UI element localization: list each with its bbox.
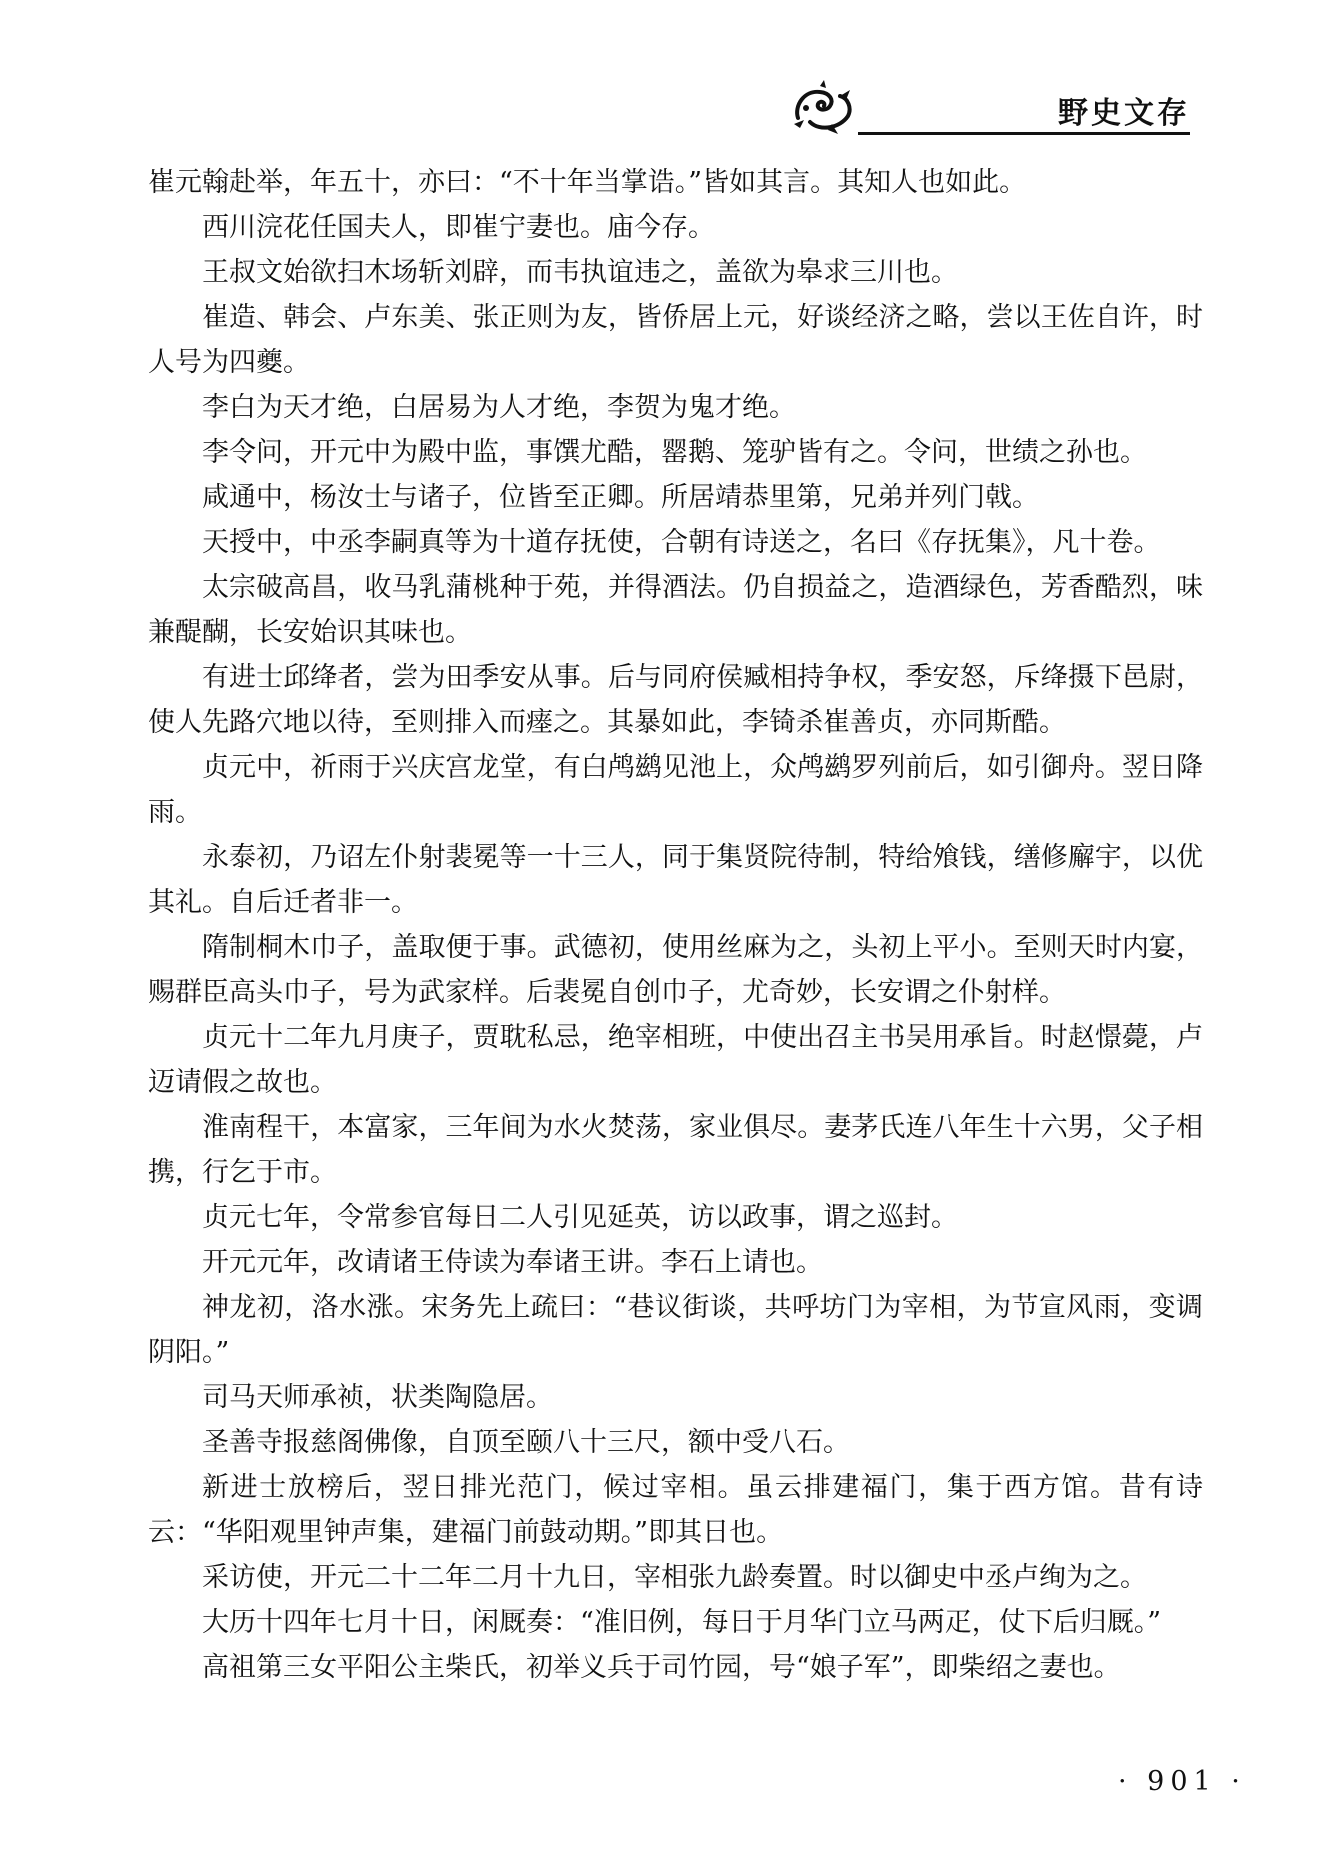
- header-rule: [858, 132, 1190, 135]
- paragraph: 崔造、韩会、卢东美、张正则为友，皆侨居上元，好谈经济之略，尝以王佐自许，时人号为四夔。: [148, 302, 1203, 378]
- paragraph: 神龙初，洛水涨。宋务先上疏曰：“巷议街谈，共呼坊门为宰相，为节宣风雨，变调阴阳。”: [148, 1292, 1203, 1368]
- paragraph: 太宗破高昌，收马乳蒲桃种于苑，并得酒法。仍自损益之，造酒绿色，芳香酷烈，味兼醍醐，长安始识其味也。: [148, 572, 1203, 648]
- paragraph: 开元元年，改请诸王侍读为奉诸王讲。李石上请也。: [202, 1247, 823, 1278]
- header-title: 野史文存: [1058, 96, 1190, 131]
- dragon-emblem-icon: [790, 78, 860, 138]
- page-number: · 901 ·: [1118, 1766, 1246, 1797]
- page-header: [790, 78, 1190, 140]
- paragraph: 贞元中，祈雨于兴庆宫龙堂，有白鸬鹚见池上，众鸬鹚罗列前后，如引御舟。翌日降雨。: [148, 752, 1203, 828]
- paragraph: 贞元十二年九月庚子，贾耽私忌，绝宰相班，中使出召主书吴用承旨。时赵憬薨，卢迈请假之故也。: [148, 1022, 1203, 1098]
- paragraph: 司马天师承祯，状类陶隐居。: [202, 1382, 553, 1413]
- paragraph: 李令问，开元中为殿中监，事馔尤酷，罂鹅、笼驴皆有之。令问，世绩之孙也。: [202, 437, 1147, 468]
- paragraph: 圣善寺报慈阁佛像，自顶至颐八十三尺，额中受八石。: [202, 1427, 850, 1458]
- paragraph: 李白为天才绝，白居易为人才绝，李贺为鬼才绝。: [202, 392, 796, 423]
- paragraph: 天授中，中丞李嗣真等为十道存抚使，合朝有诗送之，名曰《存抚集》，凡十卷。: [202, 527, 1161, 558]
- paragraph: 采访使，开元二十二年二月十九日，宰相张九龄奏置。时以御史中丞卢绚为之。: [202, 1562, 1147, 1593]
- paragraph: 西川浣花任国夫人，即崔宁妻也。庙今存。: [202, 212, 715, 243]
- paragraph: 隋制桐木巾子，盖取便于事。武德初，使用丝麻为之，头初上平小。至则天时内宴，赐群臣高头巾子，号为武家样。后裴冕自创巾子，尤奇妙，长安谓之仆射样。: [148, 932, 1203, 1008]
- paragraph: 高祖第三女平阳公主柴氏，初举义兵于司竹园，号“娘子军”，即柴绍之妻也。: [202, 1652, 1121, 1683]
- paragraph: 崔元翰赴举，年五十，亦曰：“不十年当掌诰。”皆如其言。其知人也如此。: [148, 167, 1027, 198]
- paragraph: 永泰初，乃诏左仆射裴冕等一十三人，同于集贤院待制，特给飧钱，缮修廨宇，以优其礼。自后迁者非一。: [148, 842, 1203, 918]
- paragraph: 咸通中，杨汝士与诸子，位皆至正卿。所居靖恭里第，兄弟并列门戟。: [202, 482, 1039, 513]
- paragraph: 贞元七年，令常参官每日二人引见延英，访以政事，谓之巡封。: [202, 1202, 958, 1233]
- paragraph: 淮南程干，本富家，三年间为水火焚荡，家业俱尽。妻茅氏连八年生十六男，父子相携，行乞于市。: [148, 1112, 1203, 1188]
- paragraph: 大历十四年七月十日，闲厩奏：“准旧例，每日于月华门立马两疋，仗下后归厩。”: [202, 1607, 1162, 1638]
- page-body: [148, 160, 1203, 1690]
- paragraph: 有进士邱绛者，尝为田季安从事。后与同府侯臧相持争权，季安怒，斥绛摄下邑尉，使人先路穴地以待，至则排入而瘗之。其暴如此，李锜杀崔善贞，亦同斯酷。: [148, 662, 1203, 738]
- paragraph: 王叔文始欲扫木场斩刘辟，而韦执谊违之，盖欲为皋求三川也。: [202, 257, 958, 288]
- paragraph: 新进士放榜后，翌日排光范门，候过宰相。虽云排建福门，集于西方馆。昔有诗云：“华阳观里钟声集，建福门前鼓动期。”即其日也。: [148, 1472, 1203, 1548]
